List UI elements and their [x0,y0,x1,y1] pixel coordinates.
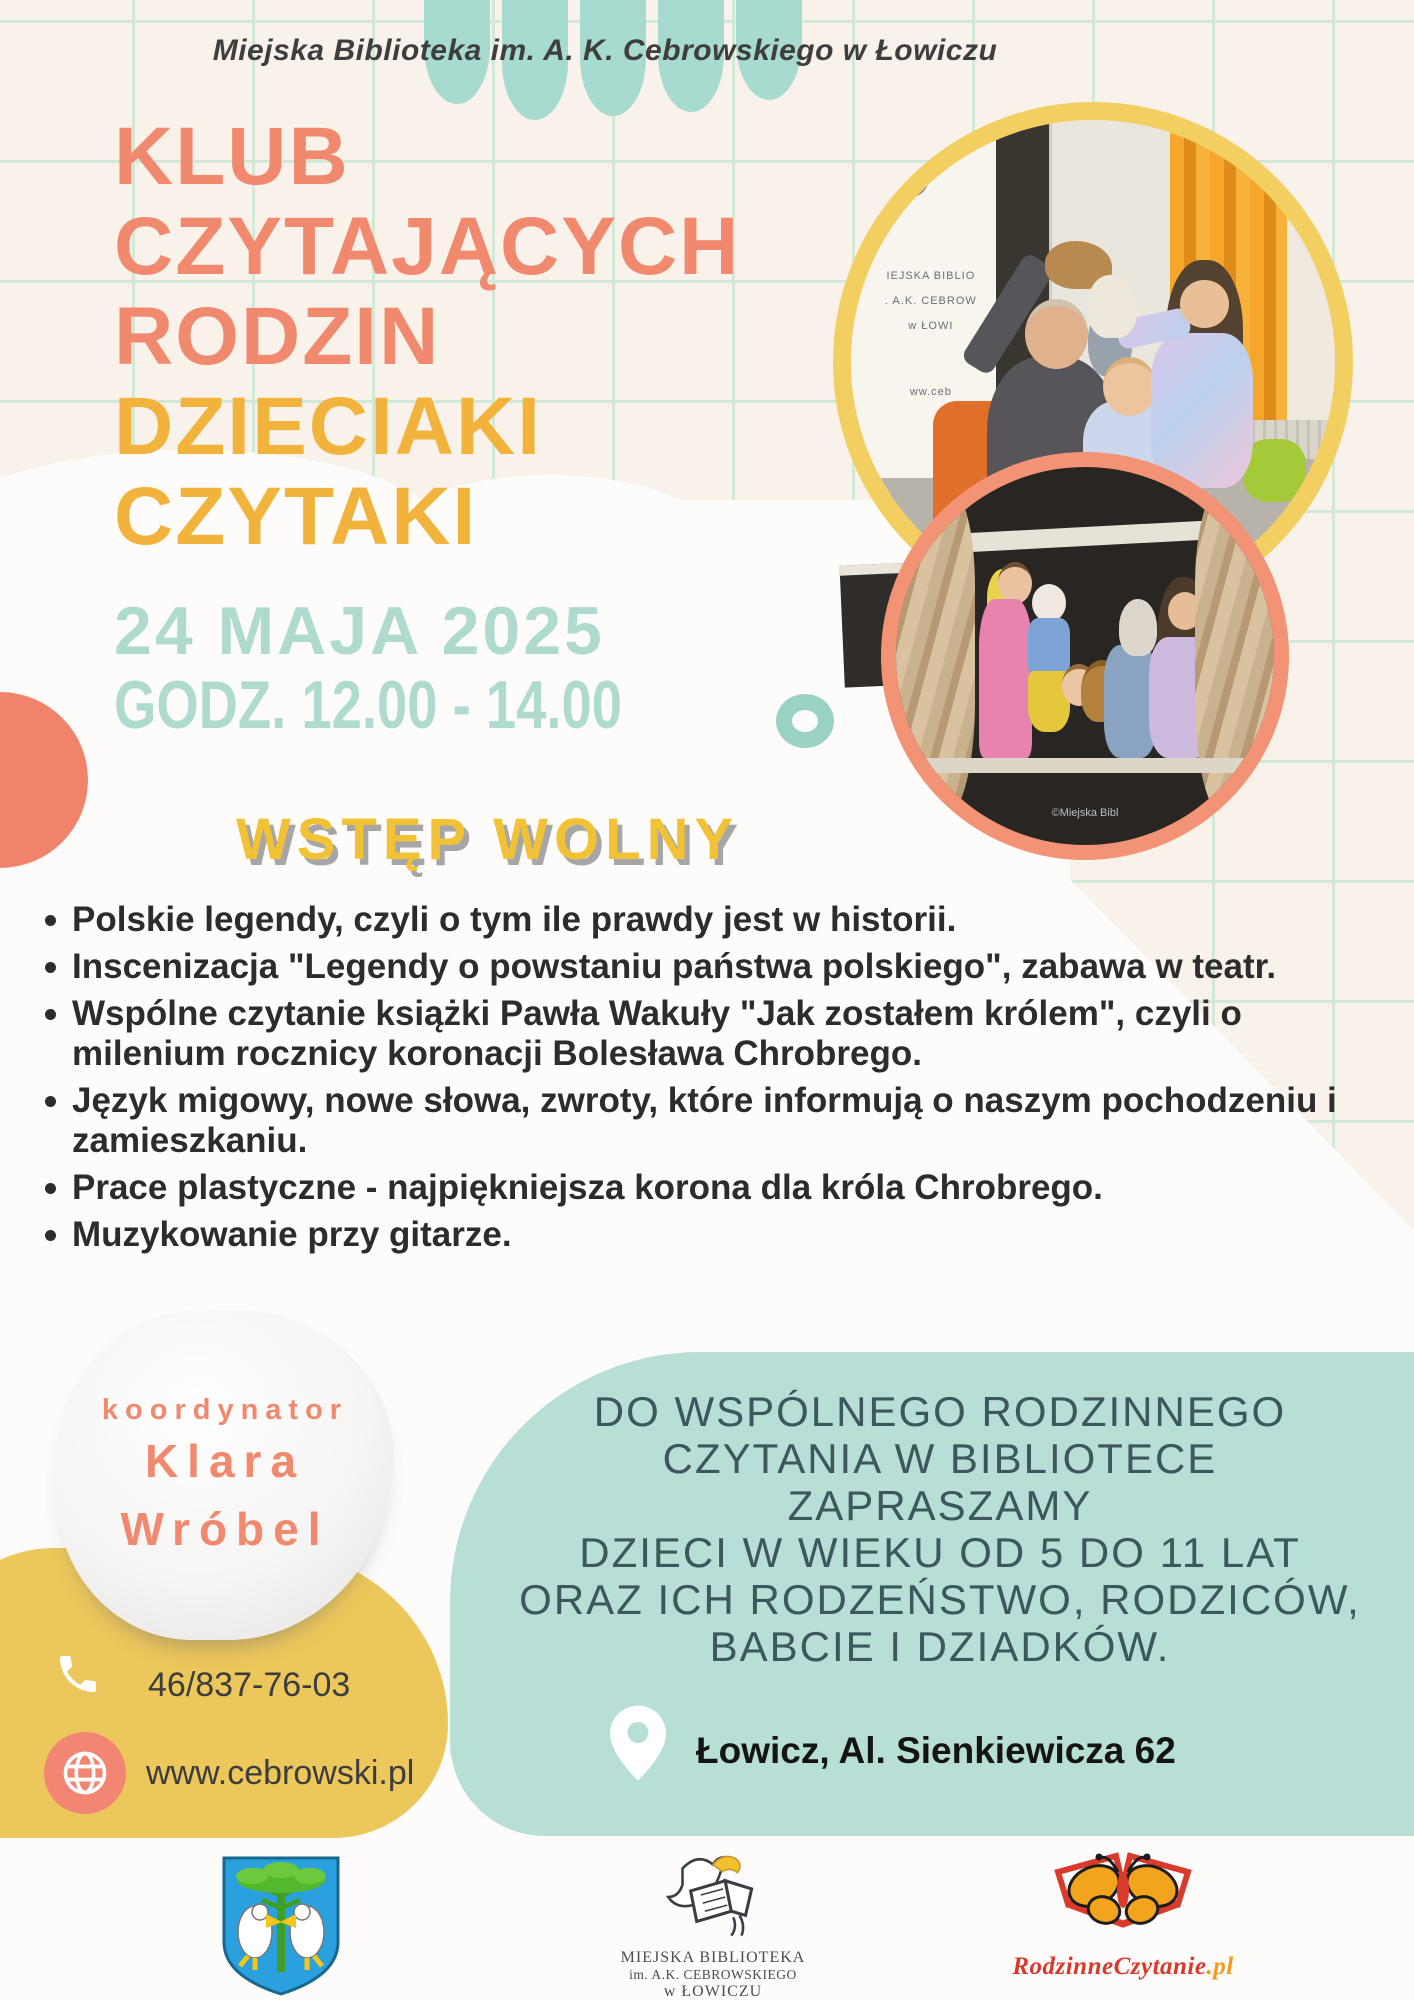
library-logo-line: w ŁOWICZU [663,1983,763,2000]
photo2-girl-head [998,562,1032,605]
photo2-girl-pink [979,599,1032,758]
invitation-panel [450,1352,1414,1836]
photo1-banner-text: IEJSKA BIBLIO [886,269,976,282]
photo1-toddler-head [1103,357,1156,416]
photo1-banner-text: ww.ceb [909,386,952,399]
title-line: RODZIN [114,291,441,382]
photo1-banner-text: w ŁOWI [908,319,954,332]
photo2-theater-rail [896,758,1274,773]
title-line: KLUB [114,111,350,202]
agenda-list [36,900,1392,1262]
phone-number: 46/837-76-03 [148,1666,351,1704]
portal-logo-text: RodzinneCzytanie.pl [1012,1953,1234,1980]
coordinator-label: koordynator [101,1394,349,1426]
admission-banner: WSTĘP WOLNY [236,807,740,872]
library-logo-line: im. A.K. CEBROWSKIEGO [629,1967,797,1982]
agenda-item: Muzykowanie przy gitarze. [36,1215,1392,1255]
event-address: Łowicz, Al. Sienkiewicza 62 [696,1730,1176,1771]
invitation-line: ORAZ ICH RODZEŃSTWO, RODZICÓW, [519,1576,1361,1623]
photo1-white-puppet [1088,275,1136,338]
photo2-granny-doll-hat [1032,584,1066,622]
library-logo-line: MIEJSKA BIBLIOTEKA [620,1949,806,1966]
phone-icon [54,1650,102,1698]
organization-header: Miejska Biblioteka im. A. K. Cebrowskiego w Łowiczu [212,34,998,67]
location-pin-icon [610,1704,666,1782]
invitation-line: CZYTANIA W BIBLIOTECE [662,1435,1218,1482]
photo2-watermark: ©Miejska Bibl [1051,807,1119,820]
event-time: GODZ. 12.00 - 14.00 [114,667,622,743]
photo2-mouse-puppet [1119,599,1157,656]
agenda-item: Wspólne czytanie książki Pawła Wakuły "Jak zostałem królem", czyli o milenium rocznicy koronacji Bolesława Chrobrego. [36,994,1392,1074]
invitation-line: DO WSPÓLNEGO RODZINNEGO [593,1388,1287,1435]
agenda-item: Polskie legendy, czyli o tym ile prawdy jest w historii. [36,900,1392,940]
event-date: 24 MAJA 2025 [114,593,605,669]
photo2-granny-doll [1028,618,1070,678]
photo1-pelican-logo-icon [877,153,929,199]
book-butterfly-icon [1038,1848,1208,1948]
library-logo [583,1850,843,2000]
photo1-banner-text: . A.K. CEBROW [884,294,977,307]
coordinator-last-name: Wróbel [120,1503,330,1555]
invitation-text [490,1388,1390,1670]
title-line: CZYTAJĄCYCH [114,201,741,292]
coordinator-first-name: Klara [144,1435,306,1487]
photo1-girl-head [1180,280,1228,328]
library-pelican-icon [652,1850,774,1942]
title-line: CZYTAKI [114,471,478,562]
photo1-girl [1151,333,1253,488]
agenda-item: Prace plastyczne - najpiękniejsza korona dla króla Chrobrego. [36,1168,1392,1208]
coral-half-circle-decoration [0,692,88,868]
invitation-line: DZIECI W WIEKU OD 5 DO 11 LAT [579,1529,1301,1576]
agenda-item: Język migowy, nowe słowa, zwroty, które informują o naszym pochodzeniu i zamieszkaniu. [36,1081,1392,1161]
rodzinne-czytanie-logo [1008,1848,1238,1981]
title-line: DZIECIAKI [114,381,542,472]
teal-donut-decoration [776,694,834,748]
photo1-window-wall [1287,120,1335,459]
lowicz-coat-of-arms [222,1856,340,1996]
invitation-line: ZAPRASZAMY [787,1482,1093,1529]
photo-puppet-theater-scene [881,452,1289,860]
globe-icon [44,1732,126,1814]
poster-title [114,112,740,562]
website-url: www.cebrowski.pl [146,1754,415,1792]
photo1-woman-head [1025,299,1088,369]
agenda-item: Inscenizacja "Legendy o powstaniu państwa polskiego", zabawa w teatr. [36,947,1392,987]
invitation-line: BABCIE I DZIADKÓW. [709,1623,1171,1670]
